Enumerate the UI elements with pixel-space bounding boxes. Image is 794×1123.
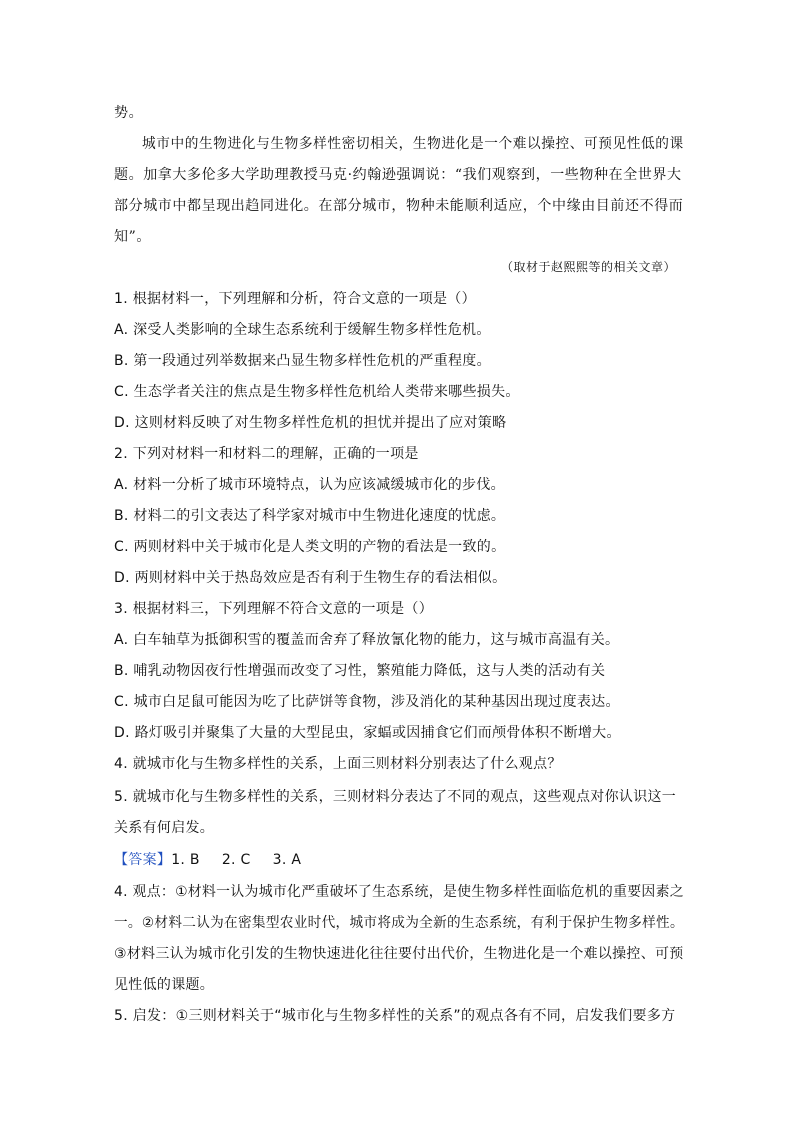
question-2-option-b: B. 材料二的引文表达了科学家对城市中生物进化速度的忧虑。 bbox=[114, 508, 506, 524]
answer-4-line-3: ③材料三认为城市化引发的生物快速进化往往要付出代价，生物进化是一个难以操控、可预 bbox=[114, 946, 684, 962]
question-3-option-b: B. 哺乳动物因夜行性增强而改变了习性，繁殖能力降低，这与人类的活动有关 bbox=[114, 663, 606, 679]
answer-5-line-1: 5. 启发：①三则材料关于“城市化与生物多样性的关系”的观点各有不同，启发我们要多方 bbox=[114, 1008, 676, 1024]
question-1-option-d: D. 这则材料反映了对生物多样性危机的担忧并提出了应对策略 bbox=[114, 415, 507, 431]
passage-line-2: 题。加拿大多伦多大学助理教授马克·约翰逊强调说：“我们观察到，一些物种在全世界大 bbox=[114, 167, 682, 183]
question-3-option-d: D. 路灯吸引并聚集了大量的大型昆虫，家蝠或因捕食它们而颅骨体积不断增大。 bbox=[114, 725, 621, 741]
question-5-stem-line-2: 关系有何启发。 bbox=[114, 820, 215, 836]
question-1-stem: 1. 根据材料一，下列理解和分析，符合文意的一项是（） bbox=[114, 291, 476, 307]
question-2-option-d: D. 两则材料中关于热岛效应是否有利于生物生存的看法相似。 bbox=[114, 570, 507, 586]
answer-1: 1. B bbox=[171, 852, 200, 868]
answer-key-row bbox=[114, 850, 301, 870]
question-3-option-c: C. 城市白足鼠可能因为吃了比萨饼等食物，涉及消化的某种基因出现过度表达。 bbox=[114, 694, 620, 710]
question-5-stem-line-1: 5. 就城市化与生物多样性的关系，三则材料分表达了不同的观点，这些观点对你认识这一 bbox=[114, 789, 677, 805]
answer-3: 3. A bbox=[272, 852, 302, 868]
passage-source: （取材于赵熙熙等的相关文章） bbox=[500, 260, 676, 274]
passage-line-1: 城市中的生物进化与生物多样性密切相关，生物进化是一个难以操控、可预见性低的课 bbox=[142, 136, 684, 152]
answer-2: 2. C bbox=[221, 852, 251, 868]
answer-4-line-1: 4. 观点：①材料一认为城市化严重破坏了生态系统，是使生物多样性面临危机的重要因素之 bbox=[114, 884, 684, 900]
question-2-stem: 2. 下列对材料一和材料二的理解，正确的一项是 bbox=[114, 446, 419, 462]
question-1-option-c: C. 生态学者关注的焦点是生物多样性危机给人类带来哪些损失。 bbox=[114, 384, 520, 400]
answer-4-line-2: 一。②材料二认为在密集型农业时代，城市将成为全新的生态系统，有利于保护生物多样性。 bbox=[114, 915, 684, 931]
passage-line-3: 部分城市中都呈现出趋同进化。在部分城市，物种未能顺利适应，个中缘由目前还不得而 bbox=[114, 198, 684, 214]
question-3-stem: 3. 根据材料三，下列理解不符合文意的一项是（） bbox=[114, 601, 434, 617]
question-2-option-a: A. 材料一分析了城市环境特点，认为应该减缓城市化的步伐。 bbox=[114, 477, 505, 493]
question-1-option-b: B. 第一段通过列举数据来凸显生物多样性危机的严重程度。 bbox=[114, 353, 491, 369]
question-2-option-c: C. 两则材料中关于城市化是人类文明的产物的看法是一致的。 bbox=[114, 539, 506, 555]
question-3-option-a: A. 白车轴草为抵御积雪的覆盖而舍弃了释放氰化物的能力，这与城市高温有关。 bbox=[114, 632, 620, 648]
passage-line-0: 势。 bbox=[114, 105, 144, 121]
passage-line-4: 知”。 bbox=[114, 229, 151, 245]
question-1-option-a: A. 深受人类影响的全球生态系统利于缓解生物多样性危机。 bbox=[114, 322, 491, 338]
answer-label: 【答案】 bbox=[114, 852, 172, 868]
answer-4-line-4: 见性低的课题。 bbox=[114, 977, 215, 993]
question-4-stem: 4. 就城市化与生物多样性的关系，上面三则材料分别表达了什么观点？ bbox=[114, 756, 562, 772]
